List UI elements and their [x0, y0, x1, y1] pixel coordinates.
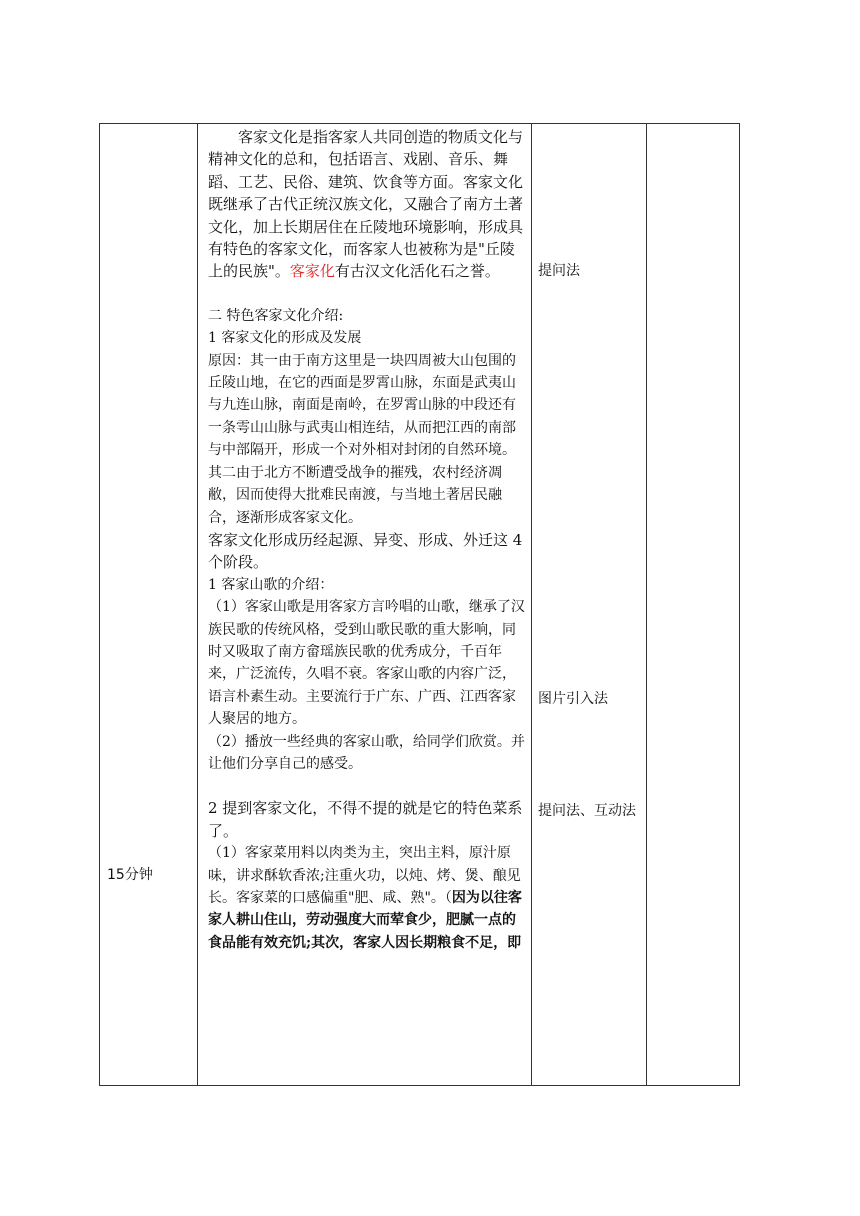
column-divider [646, 124, 647, 1085]
reason-paragraph: 原因：其一由于南方这里是一块四周被大山包围的丘陵山地，在它的西面是罗霄山脉，东面是武夷山与九连山脉，南面是南岭，在罗霄山脉的中段还有一条雩山山脉与武夷山相连结，从而把江西的南部与中部隔开，形成一个对外相对封闭的自然环境。其二由于北方不断遭受战争的摧残，农村经济凋敝，因而使得大批难民南渡，与当地土著居民融合，逐渐形成客家文化。 [208, 352, 516, 526]
intro-text: 客家文化是指客家人共同创造的物质文化与精神文化的总和，包括语言、戏剧、音乐、舞蹈、工艺、民俗、建筑、饮食等方面。客家文化既继承了古代正统汉族文化，又融合了南方土著文化，加上长期居住在丘陵地环境影响，形成具有特色的客家文化，而客家人也被称为是"丘陵上的民族"。 [208, 128, 524, 281]
sub2-title: 1 客家山歌的介绍： [208, 576, 334, 593]
intro-highlight: 客家化 [289, 262, 335, 281]
column-divider [197, 124, 198, 1085]
song-paragraph-1: （1）客家山歌是用客家方言吟唱的山歌，继承了汉族民歌的传统风格，受到山歌民歌的重大影响，同时又吸取了南方畲瑶族民歌的优秀成分，千百年来，广泛流传，久唱不衰。客家山歌的内容广泛，语言朴素生动。主要流行于广东、广西、江西客家人聚居的地方。 [208, 599, 525, 728]
sub1-title: 1 客家文化的形成及发展 [208, 330, 362, 347]
intro-text-end: 有古汉文化活化石之誉。 [334, 262, 500, 281]
food-title: 2 提到客家文化，不得不提的就是它的特色菜系了。 [208, 799, 523, 840]
lesson-table [99, 123, 740, 1086]
method-2: 图片引入法 [538, 691, 608, 707]
stages-paragraph: 客家文化形成历经起源、异变、形成、外迁这 4 个阶段。 [208, 530, 523, 572]
food-paragraph [208, 842, 525, 954]
method-1: 提问法 [538, 263, 580, 279]
method-3: 提问法、互动法 [538, 803, 636, 819]
food-text: （1）客家菜用料以肉类为主，突出主料，原汁原味，讲求酥软香浓;注重火功，以炖、烤、煲、酿见长。客家菜的口感偏重"肥、咸、熟"。（ [208, 845, 521, 906]
food-bold-text: 因为以往客家人耕山住山，劳动强度大而荤食少，肥腻一点的食品能有效充饥;其次，客家人因长期粮食不足，即 [208, 890, 522, 951]
song-paragraph-2: （2）播放一些经典的客家山歌，给同学们欣赏。并让他们分享自己的感受。 [208, 733, 525, 772]
section2-title: 二 特色客家文化介绍: [208, 307, 344, 324]
time-cell: 15分钟 [107, 867, 153, 883]
content-cell [204, 124, 529, 954]
column-divider [531, 124, 532, 1085]
intro-paragraph [208, 126, 525, 283]
